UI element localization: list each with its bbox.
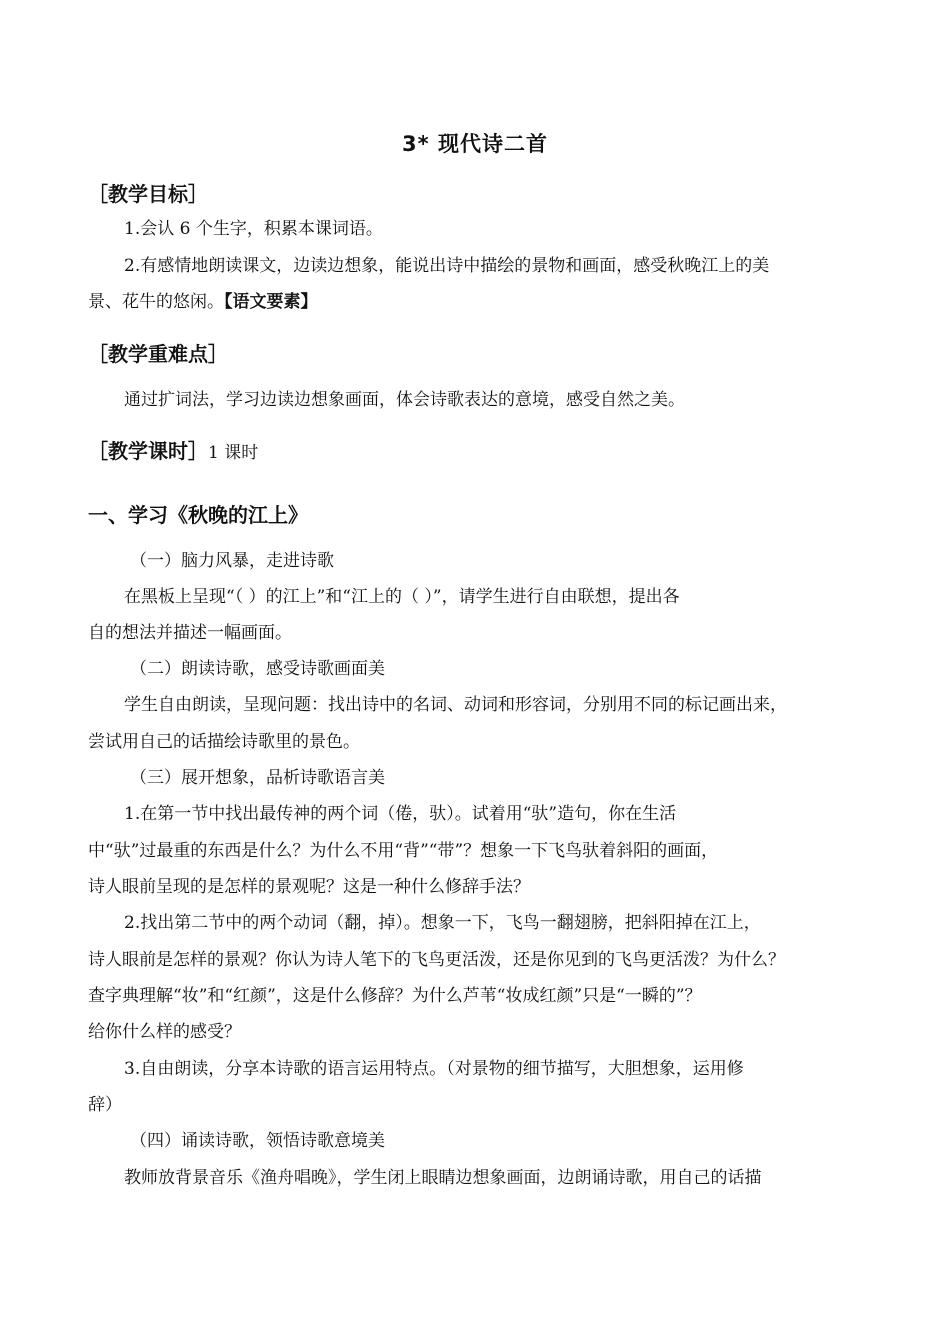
part-3-q2-line-2: 诗人眼前是怎样的景观？你认为诗人笔下的飞鸟更活泼，还是你见到的飞鸟更活泼？为什么？ [88, 950, 785, 970]
key-points-text: 通过扩词法，学习边读边想象画面，体会诗歌表达的意境，感受自然之美。 [124, 390, 685, 410]
part-4-title: （四）诵读诗歌，领悟诗歌意境美 [130, 1131, 385, 1151]
part-3-q3-line-1: 3.自由朗读，分享本诗歌的语言运用特点。（对景物的细节描写，大胆想象，运用修 [124, 1059, 744, 1079]
page-title: 3* 现代诗二首 [402, 132, 548, 156]
part-3-q1-line-2: 中“驮”过最重的东西是什么？为什么不用“背”“带”？想象一下飞鸟驮着斜阳的画面， [88, 841, 719, 861]
key-points-heading: ［教学重难点］ [88, 342, 228, 366]
part-2-line-2: 尝试用自己的话描绘诗歌里的景色。 [88, 732, 360, 752]
hours-value: 1 课时 [208, 443, 259, 463]
goal-item-2-line-2 [88, 289, 868, 315]
section-1-title: 一、学习《秋晚的江上》 [88, 503, 308, 527]
hours-label: ［教学课时］ [88, 439, 208, 463]
goal-item-2-line-1: 2.有感情地朗读课文，边读边想象，能说出诗中描绘的景物和画面，感受秋晚江上的美 [124, 256, 770, 276]
part-3-title: （三）展开想象，品析诗歌语言美 [130, 768, 385, 788]
part-4-line-1: 教师放背景音乐《渔舟唱晚》，学生闭上眼睛边想象画面，边朗诵诗歌，用自己的话描 [124, 1168, 762, 1188]
goal-item-1: 1.会认 6 个生字，积累本课词语。 [124, 219, 383, 239]
hours-heading [88, 435, 258, 464]
part-3-q2-line-3: 查字典理解“妆”和“红颜”，这是什么修辞？为什么芦苇“妆成红颜”只是“一瞬的”？ [88, 986, 702, 1006]
part-3-q2-line-4: 给你什么样的感受？ [88, 1022, 241, 1042]
goal-item-2-tag: 【语文要素】 [224, 292, 318, 312]
goal-item-2-text: 景、花牛的悠闲。 [88, 292, 224, 312]
part-1-title: （一）脑力风暴，走进诗歌 [130, 551, 334, 571]
part-3-q1-line-3: 诗人眼前呈现的是怎样的景观呢？这是一种什么修辞手法？ [88, 877, 530, 897]
part-3-q1-line-1: 1.在第一节中找出最传神的两个词（倦，驮）。试着用“驮”造句，你在生活 [124, 804, 677, 824]
part-3-q2-line-1: 2.找出第二节中的两个动词（翻，掉）。想象一下，飞鸟一翻翅膀，把斜阳掉在江上， [124, 913, 761, 933]
part-2-line-1: 学生自由朗读，呈现问题：找出诗中的名词、动词和形容词，分别用不同的标记画出来， [124, 695, 787, 715]
part-1-line-1: 在黑板上呈现“（ ）的江上”和“江上的（ ）”，请学生进行自由联想，提出各 [124, 587, 680, 607]
goals-heading: ［教学目标］ [88, 182, 208, 206]
part-3-q3-line-2: 辞） [88, 1095, 122, 1115]
part-2-title: （二）朗读诗歌，感受诗歌画面美 [130, 659, 385, 679]
part-1-line-2: 自的想法并描述一幅画面。 [88, 623, 292, 643]
